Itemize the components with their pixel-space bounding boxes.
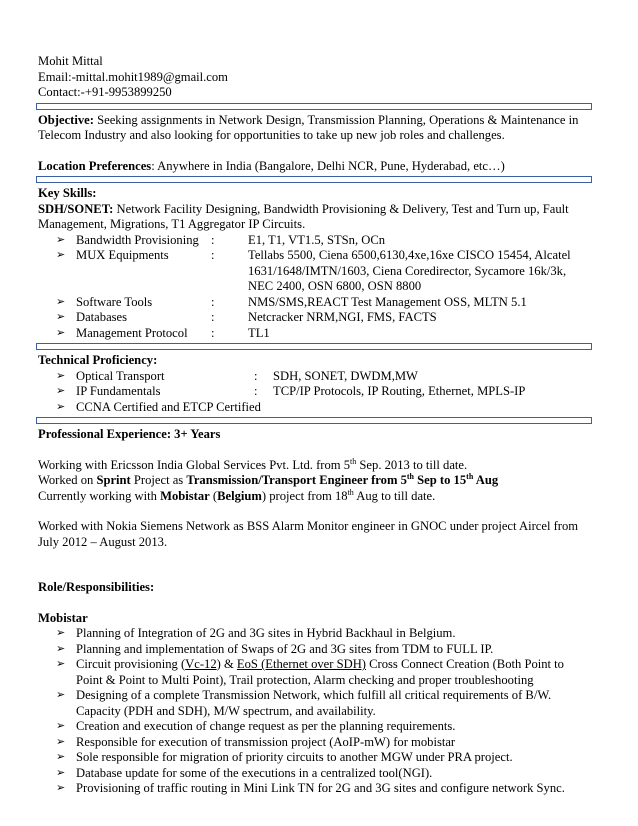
section-divider (36, 176, 592, 183)
list-item: ➢ Databases : Netcracker NRM,NGI, FMS, FACTS (56, 310, 437, 324)
list-item: ➢ IP Fundamentals : TCP/IP Protocols, IP Routing, Ethernet, MPLS-IP (56, 384, 526, 398)
arrow-bullet-icon: ➢ (56, 689, 66, 701)
experience-heading: Professional Experience: 3+ Years (38, 427, 221, 441)
technical-list (38, 369, 590, 416)
arrow-bullet-icon: ➢ (56, 751, 66, 763)
arrow-bullet-icon: ➢ (56, 249, 66, 261)
list-item: ➢ Creation and execution of change request as per the planning requirements. (56, 719, 456, 733)
sdh-text: Network Facility Designing, Bandwidth Provisioning & Delivery, Test and Turn up, Fault Management, Migrations, T1 Aggregator IP Circuits. (38, 201, 569, 231)
location-text: : Anywhere in India (Bangalore, Delhi NCR, Pune, Hyderabad, etc…) (151, 158, 505, 173)
roles-subheading: Mobistar (38, 610, 88, 625)
objective-text: Seeking assignments in Network Design, Transmission Planning, Operations & Maintenance in Telecom Industry and also looking for opportunities to take up new job roles and challenges. (38, 112, 579, 142)
list-item: ➢ Software Tools : NMS/SMS,REACT Test Management OSS, MLTN 5.1 (56, 294, 527, 309)
arrow-bullet-icon: ➢ (56, 326, 66, 339)
list-item: ➢ Circuit provisioning (Vc-12) & EoS (Ethernet over SDH) Cross Connect Creation (Both Point to Point & Point to Multi Point), Trail protection, Alarm checking and proper troubleshooting (56, 657, 564, 687)
sdh-label: SDH/SONET: (38, 201, 114, 216)
arrow-bullet-icon: ➢ (56, 627, 66, 639)
list-item: ➢ Bandwidth Provisioning : E1, T1, VT1.5, STSn, OCn (56, 232, 386, 247)
roles-list (38, 626, 590, 797)
list-item: ➢ Management Protocol : TL1 (56, 325, 270, 340)
location-label: Location Preferences (38, 158, 152, 173)
section-divider (36, 417, 592, 424)
section-divider (36, 103, 592, 110)
arrow-bullet-icon: ➢ (56, 766, 66, 779)
roles-heading: Role/Responsibilities: (38, 580, 155, 594)
arrow-bullet-icon: ➢ (56, 642, 66, 655)
arrow-bullet-icon: ➢ (56, 782, 66, 794)
list-item: ➢ Planning of Integration of 2G and 3G sites in Hybrid Backhaul in Belgium. (56, 626, 456, 640)
section-divider (36, 343, 592, 350)
arrow-bullet-icon: ➢ (56, 385, 66, 397)
experience-nokia: Worked with Nokia Siemens Network as BSS Alarm Monitor engineer in GNOC under project Aircel from July 2012 – August 2013. (38, 519, 579, 549)
list-item: ➢ Sole responsible for migration of priority circuits to another MGW under PRA project. (56, 750, 513, 764)
list-item: ➢ Designing of a complete Transmission Network, which fulfill all critical requirements of B/W. Capacity (PDH and SDH), M/W spectrum, and availability. (56, 688, 552, 718)
experience-mobistar: Currently working with Mobistar (Belgium) project from 18th Aug to till date. (38, 487, 436, 503)
experience-sprint: Worked on Sprint Project as Transmission/Transport Engineer from 5th Sep to 15th Aug (38, 471, 499, 487)
arrow-bullet-icon: ➢ (56, 400, 66, 413)
key-skills-heading: Key Skills: (38, 186, 97, 200)
list-item: ➢ Planning and implementation of Swaps of 2G and 3G sites from TDM to FULL IP. (56, 641, 494, 656)
candidate-name: Mohit Mittal (38, 54, 103, 68)
arrow-bullet-icon: ➢ (56, 295, 66, 308)
email-line: Email:-mittal.mohit1989@gmail.com (38, 69, 228, 84)
list-item: ➢ Database update for some of the executions in a centralized tool(NGI). (56, 765, 433, 780)
experience-ericsson: Working with Ericsson India Global Services Pvt. Ltd. from 5th Sep. 2013 to till date. (38, 456, 468, 472)
list-item: ➢ Provisioning of traffic routing in Mini Link TN for 2G and 3G sites and configure network Sync. (56, 781, 565, 795)
list-item: ➢ Responsible for execution of transmission project (AoIP-mW) for mobistar (56, 734, 456, 749)
sdh-sonet-paragraph (38, 202, 590, 233)
key-skills-list (38, 233, 590, 342)
list-item: ➢ CCNA Certified and ETCP Certified (56, 399, 261, 414)
objective-paragraph (38, 113, 590, 144)
arrow-bullet-icon: ➢ (56, 233, 66, 246)
technical-heading: Technical Proficiency: (38, 353, 158, 367)
objective-label: Objective: (38, 112, 94, 127)
arrow-bullet-icon: ➢ (56, 735, 66, 748)
arrow-bullet-icon: ➢ (56, 369, 66, 382)
list-item: ➢ Optical Transport : SDH, SONET, DWDM,MW (56, 368, 418, 383)
resume-page (38, 54, 590, 797)
contact-line: Contact:-+91-9953899250 (38, 85, 172, 99)
list-item: ➢ MUX Equipments : Tellabs 5500, Ciena 6500,6130,4xe,16xe CISCO 15454, Alcatel 1631/1648/IMTN/1603, Ciena Coredirector, Sycamore 16k/3k, NEC 2400, OSN 6800, OSN 8800 (56, 248, 571, 293)
arrow-bullet-icon: ➢ (56, 720, 66, 732)
arrow-bullet-icon: ➢ (56, 311, 66, 323)
arrow-bullet-icon: ➢ (56, 658, 66, 670)
location-paragraph (38, 159, 590, 175)
